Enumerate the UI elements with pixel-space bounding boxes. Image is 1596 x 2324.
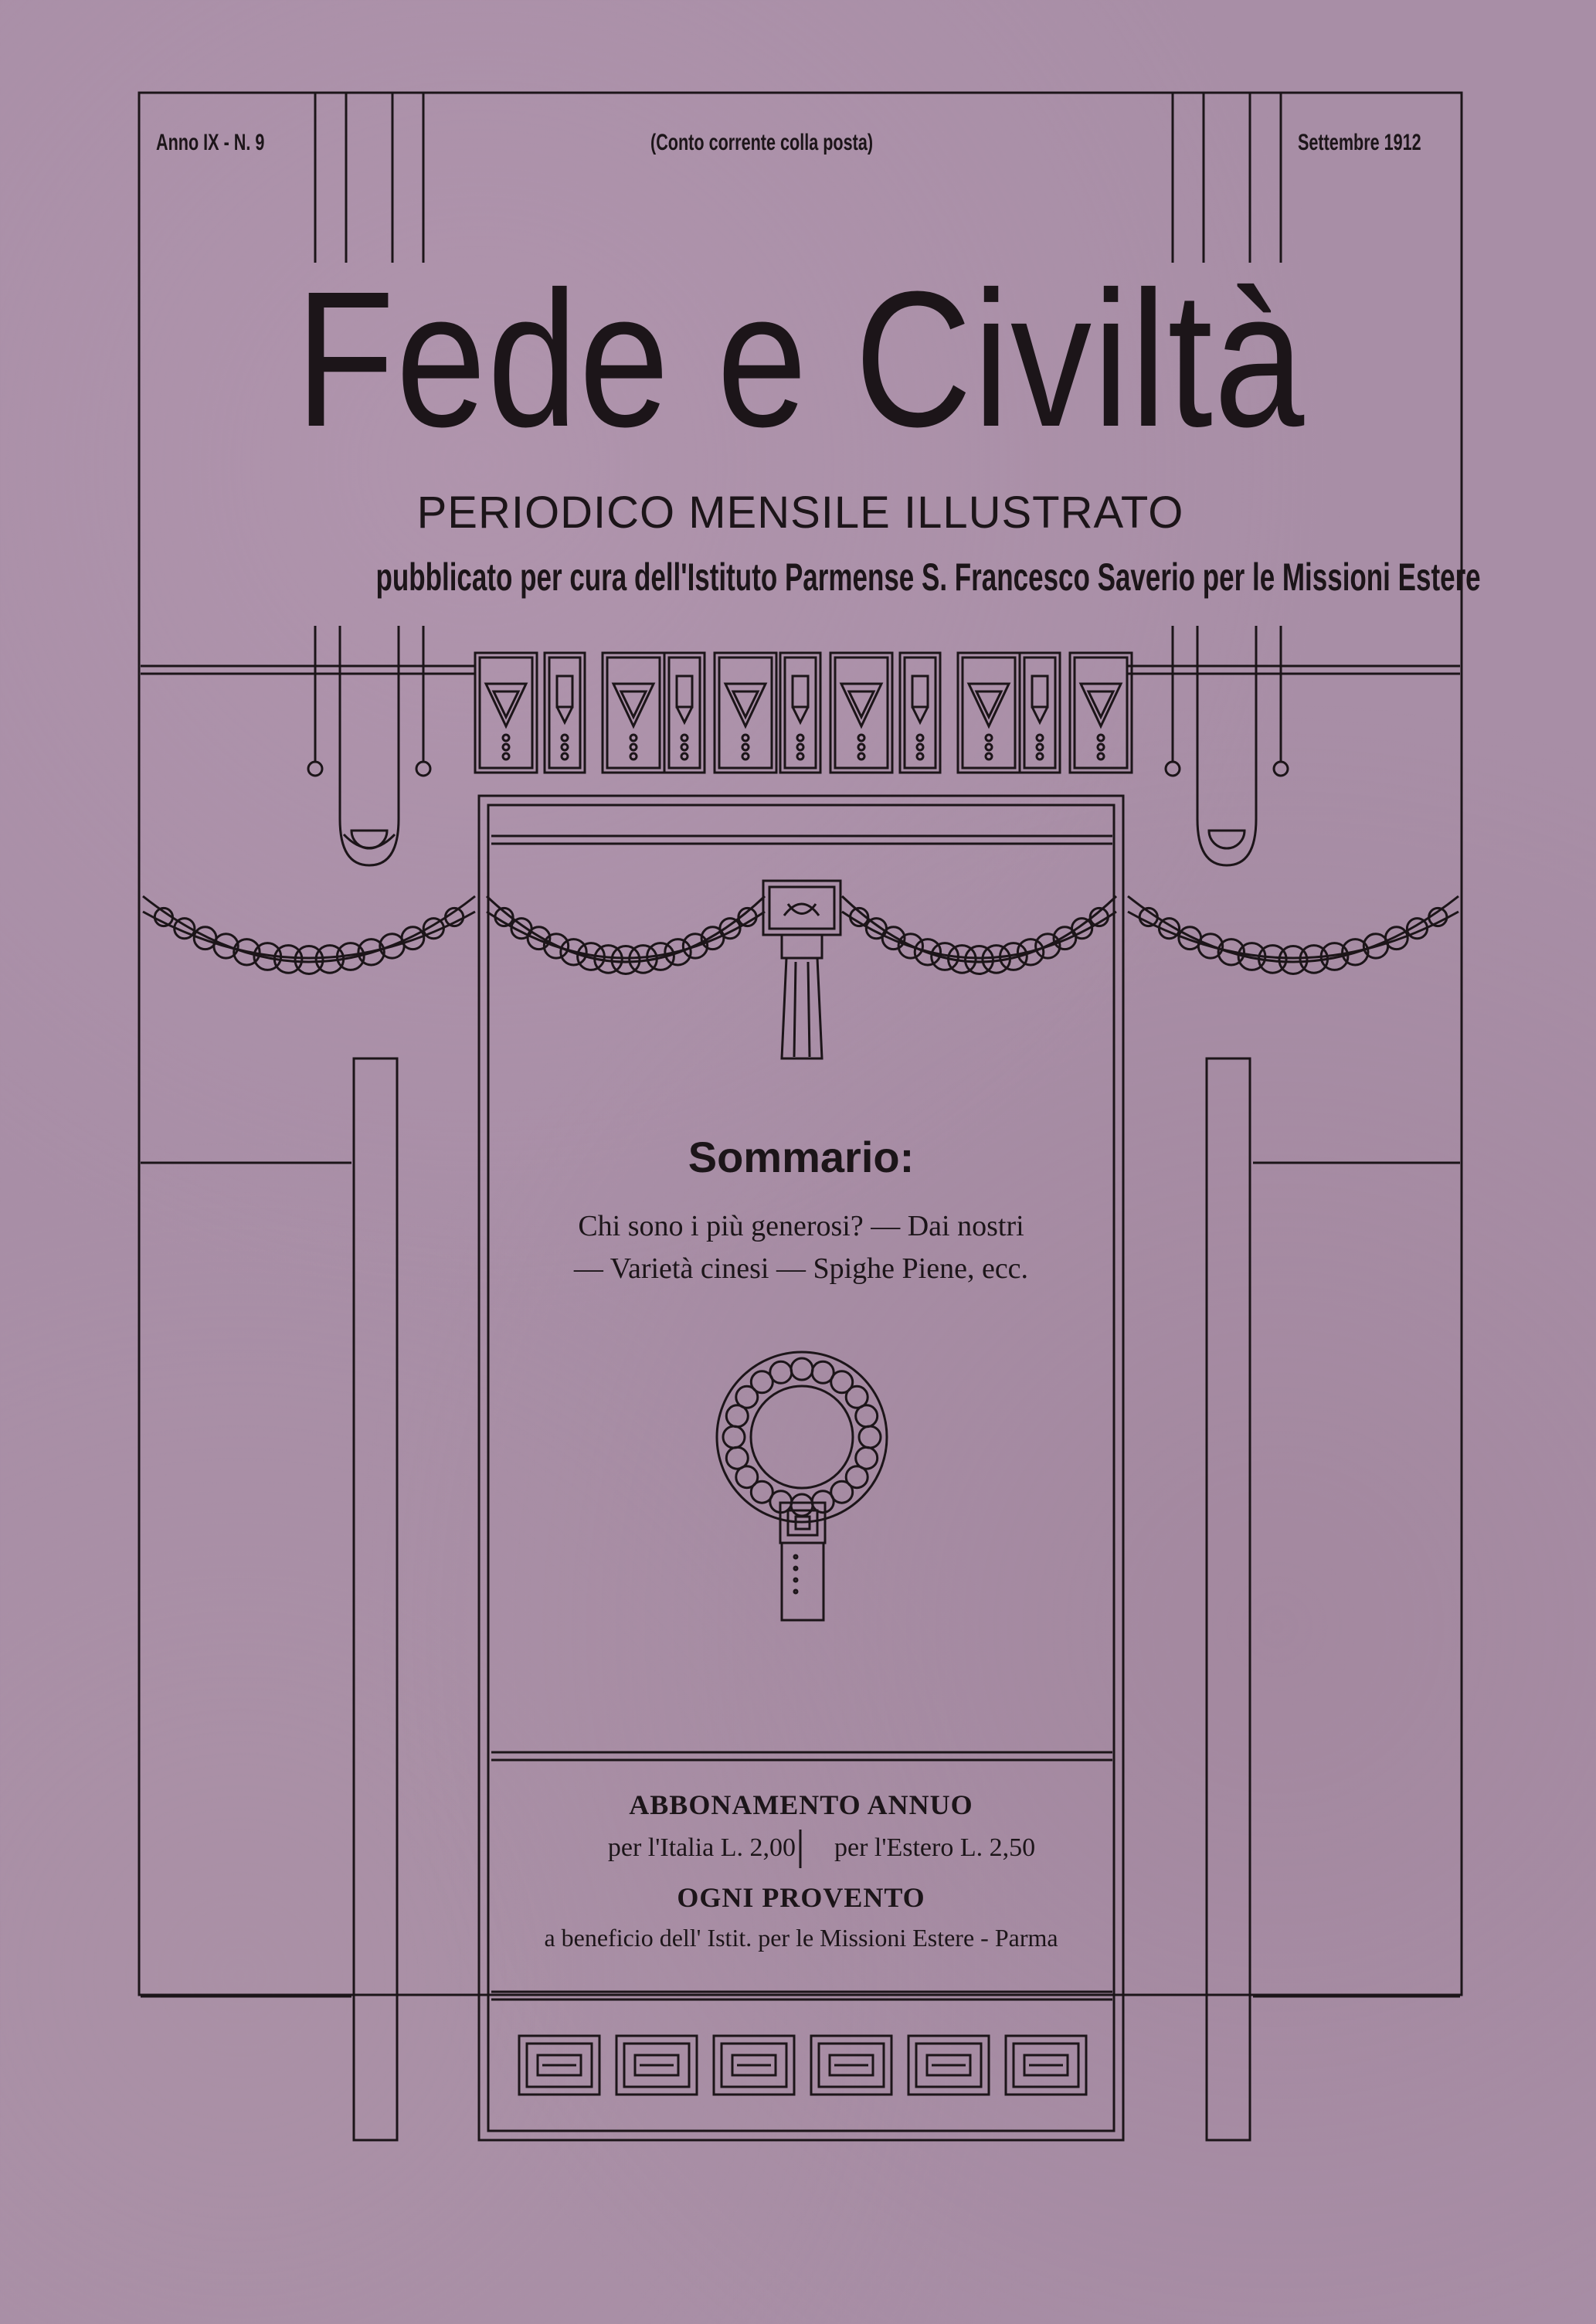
account-note: (Conto corrente colla posta) xyxy=(650,130,874,155)
tile xyxy=(830,653,892,773)
summary-heading: Sommario: xyxy=(688,1133,915,1181)
tile xyxy=(715,653,776,773)
top-left-bars xyxy=(315,93,423,263)
garland xyxy=(487,896,765,974)
page-title: Fede e Civiltà xyxy=(295,251,1306,467)
subtitle: PERIODICO MENSILE ILLUSTRATO xyxy=(416,488,1184,538)
proceeds-text: a beneficio dell' Istit. per le Missioni Estere - Parma xyxy=(544,1924,1058,1952)
subscription-heading: ABBONAMENTO ANNUO xyxy=(629,1789,973,1820)
left-pendants xyxy=(308,626,430,865)
decorative-tile-row xyxy=(475,653,1132,773)
garland xyxy=(143,896,475,974)
publisher-line: pubblicato per cura dell'Istituto Parmense S. Francesco Saverio per le Missioni Estere xyxy=(375,556,1481,599)
summary-line-1: Chi sono i più generosi? — Dai nostri xyxy=(578,1210,1024,1242)
key-tile xyxy=(1006,2036,1086,2095)
tile xyxy=(664,653,705,773)
tile xyxy=(780,653,820,773)
tile xyxy=(1020,653,1060,773)
wreath-pendant xyxy=(780,1503,825,1620)
key-tile xyxy=(908,2036,989,2095)
tile xyxy=(475,653,537,773)
horizontal-rail xyxy=(141,666,1460,674)
title-wrap xyxy=(139,251,1462,467)
key-tile xyxy=(616,2036,697,2095)
center-medallion xyxy=(763,881,840,1058)
right-pendants xyxy=(1166,626,1288,865)
subscription-abroad: per l'Estero L. 2,50 xyxy=(834,1833,1036,1862)
summary-line-2: — Varietà cinesi — Spighe Piene, ecc. xyxy=(573,1252,1029,1285)
key-tile xyxy=(714,2036,794,2095)
subscription-italy: per l'Italia L. 2,00 xyxy=(607,1833,796,1862)
bottom-key-tiles xyxy=(519,2036,1086,2095)
tile xyxy=(958,653,1020,773)
tile xyxy=(900,653,940,773)
issue-number: Anno IX - N. 9 xyxy=(156,130,265,155)
right-column xyxy=(1207,1058,1250,2140)
tile xyxy=(603,653,664,773)
garland xyxy=(1128,896,1458,974)
tile xyxy=(1070,653,1132,773)
garland xyxy=(842,896,1116,974)
proceeds-heading: OGNI PROVENTO xyxy=(677,1882,925,1913)
key-tile xyxy=(519,2036,599,2095)
left-column xyxy=(354,1058,397,2140)
publisher-wrap xyxy=(139,555,1481,600)
top-right-bars xyxy=(1173,93,1281,263)
key-tile xyxy=(811,2036,891,2095)
tile xyxy=(545,653,585,773)
issue-date: Settembre 1912 xyxy=(1298,130,1421,155)
wreath-ornament xyxy=(717,1352,887,1522)
